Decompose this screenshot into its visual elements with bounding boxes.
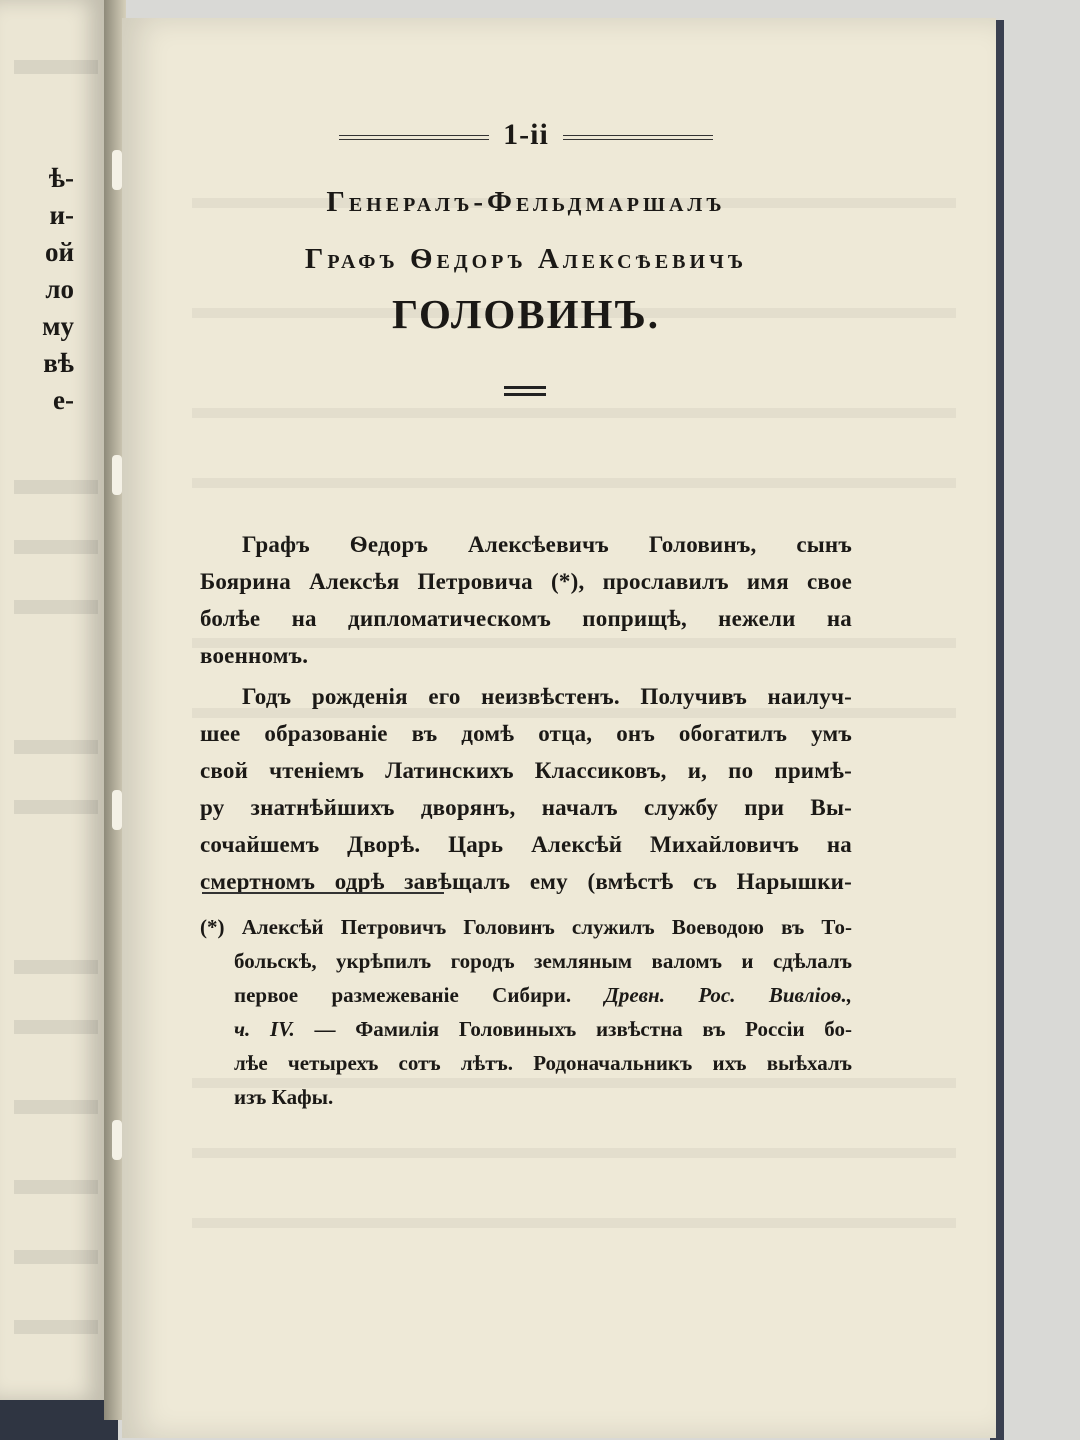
title-divider bbox=[504, 386, 546, 396]
fragment: му bbox=[42, 311, 74, 341]
binding-stitch bbox=[112, 150, 122, 190]
paragraph-line: шее образованіе въ домѣ отца, онъ обогатилъ умъ bbox=[200, 721, 852, 746]
paragraph-line: сочайшемъ Дворѣ. Царь Алексѣй Михайловичъ на bbox=[200, 832, 852, 857]
footnote-line: больскѣ, укрѣпилъ городъ земляным валомъ и сдѣлалъ bbox=[234, 949, 852, 973]
paragraph-line: Годъ рожденія его неизвѣстенъ. Получивъ наилуч- bbox=[242, 684, 852, 709]
footnote-line bbox=[200, 1012, 852, 1046]
page-folio bbox=[200, 118, 852, 152]
footnote-line: лѣе четырехъ сотъ лѣтъ. Родоначальникъ ихъ выѣхалъ bbox=[234, 1051, 852, 1075]
fragment: ой bbox=[44, 237, 74, 267]
footnote-text: первое размежеваніе Сибири. bbox=[234, 983, 572, 1007]
fragment: ѣ- bbox=[48, 163, 74, 193]
folio-rule-right bbox=[563, 135, 713, 140]
footnote-rule bbox=[202, 892, 444, 894]
paragraph-line: ру знатнѣйшихъ дворянъ, началъ службу при Вы- bbox=[200, 795, 852, 820]
footnote-line: изъ Кафы. bbox=[234, 1085, 334, 1109]
folio-number: 1-ii bbox=[503, 118, 549, 151]
paragraph-line: смертномъ одрѣ завѣщалъ ему (вмѣстѣ съ Нарышки- bbox=[200, 869, 852, 894]
footnote-citation: Древн. Рос. Вивліоѳ., bbox=[604, 983, 853, 1007]
fragment: ло bbox=[45, 274, 74, 304]
footnote-line bbox=[200, 978, 852, 1012]
paragraph-line: военномъ. bbox=[200, 643, 309, 668]
title-rank: Генералъ-Фельдмаршалъ bbox=[326, 186, 726, 218]
title-surname: ГОЛОВИНЪ. bbox=[391, 291, 661, 337]
paragraph-line: Графъ Ѳедоръ Алексѣевичъ Головинъ, сынъ bbox=[242, 532, 852, 557]
paragraph-line: болѣе на дипломатическомъ поприщѣ, нежели на bbox=[200, 606, 852, 631]
paragraph-line: свой чтеніемъ Латинскихъ Классиковъ, и, по примѣ- bbox=[200, 758, 852, 783]
binding-stitch bbox=[112, 790, 122, 830]
fragment: е- bbox=[53, 385, 74, 415]
footnote bbox=[200, 910, 852, 1114]
binding-stitch bbox=[112, 1120, 122, 1160]
fragment: и- bbox=[49, 200, 74, 230]
body-text bbox=[200, 526, 852, 900]
title-name: Графъ Ѳедоръ Алексѣевичъ bbox=[304, 243, 748, 275]
previous-page bbox=[0, 0, 104, 1400]
footnote-text: — Фамилія Головиныхъ извѣстна въ Россіи бо- bbox=[314, 1017, 853, 1041]
folio-rule-left bbox=[339, 135, 489, 140]
footnote-line: (*) Алексѣй Петровичъ Головинъ служилъ Воеводою въ То- bbox=[200, 915, 852, 939]
previous-page-text-fragments bbox=[10, 160, 104, 419]
book-page bbox=[122, 18, 996, 1438]
paragraph-line: Боярина Алексѣя Петровича (*), прославилъ имя свое bbox=[200, 569, 852, 594]
fragment: вѣ bbox=[43, 348, 74, 378]
binding-stitch bbox=[112, 455, 122, 495]
footnote-citation-part: ч. IV. bbox=[234, 1017, 295, 1041]
